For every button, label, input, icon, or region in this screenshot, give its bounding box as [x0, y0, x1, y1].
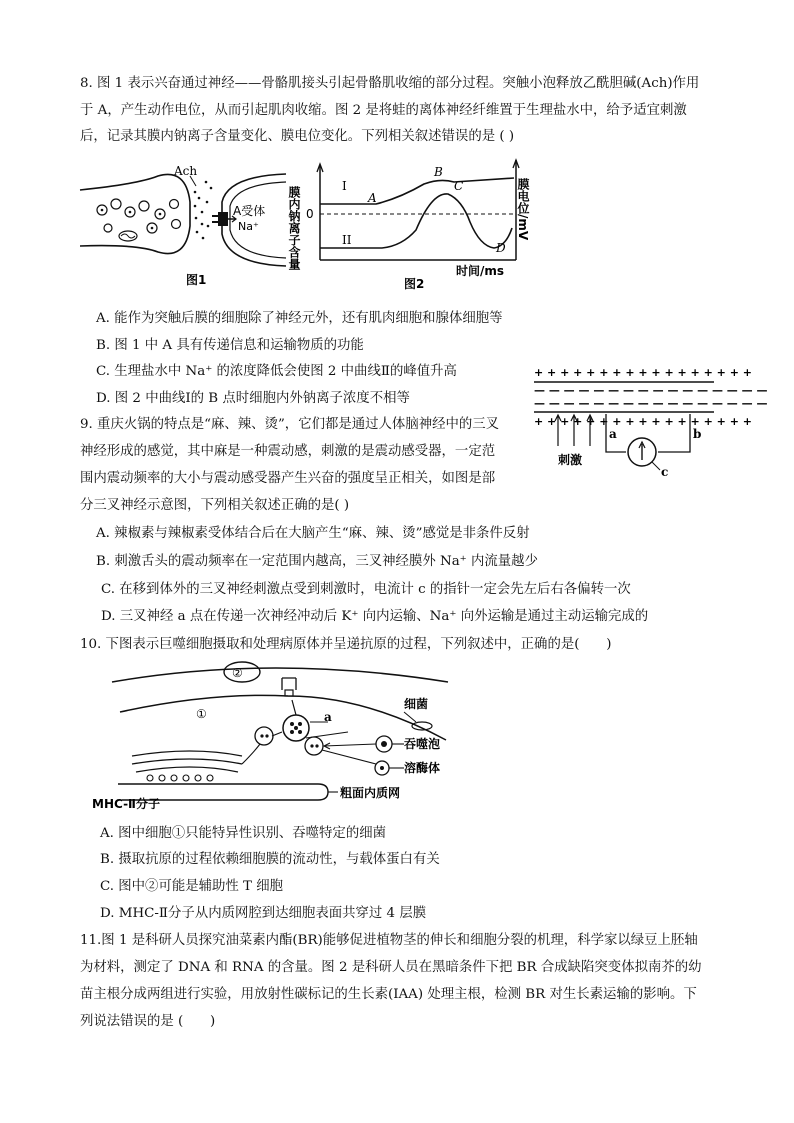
q9-option-b: B. 刺激舌头的震动频率在一定范围内越高，三叉神经膜外 Na⁺ 内流量越少 — [96, 554, 538, 569]
rer-label: 粗面内质网 — [340, 786, 401, 800]
q10-stem: 10. 下图表示巨噬细胞摄取和处理病原体并呈递抗原的过程，下列叙述中，正确的是( ) — [80, 637, 612, 652]
q8-option-d: D. 图 2 中曲线Ⅰ的 B 点时细胞内外钠离子浓度不相等 — [96, 391, 410, 406]
receptor-label: A受体 — [233, 204, 266, 218]
minus-row-top: — — — — — — — — — — — — — — — — — [534, 384, 768, 397]
q8-option-b: B. 图 1 中 A 具有传递信息和运输物质的功能 — [96, 338, 364, 353]
q8-figure-1 — [78, 162, 288, 292]
a-label: a — [324, 710, 332, 724]
lysosome-label: 溶酶体 — [404, 761, 441, 775]
q9-figure-nerve — [530, 362, 768, 480]
fig1-caption: 图1 — [186, 273, 207, 287]
plus-row-bottom: + + + + + + + + + + + + + + + + + — [534, 415, 752, 428]
q10-option-d: D. MHC-Ⅱ分子从内质网腔到达细胞表面共穿过 4 层膜 — [100, 906, 427, 921]
q10-option-c: C. 图中②可能是辅助性 T 细胞 — [100, 879, 284, 894]
phagosome-label: 吞噬泡 — [404, 737, 441, 751]
cell-1-label: ① — [196, 707, 207, 721]
point-b-label: B — [434, 165, 443, 179]
fig2-ylabel-right: 膜电位/mV — [516, 178, 530, 241]
mhc-label: MHC-Ⅱ分子 — [92, 797, 160, 811]
q9-stem-line-3: 围内震动频率的大小与震动感受器产生兴奋的强度呈正相关，如图是部 — [80, 471, 496, 486]
q10-option-a: A. 图中细胞①只能特异性识别、吞噬特定的细菌 — [100, 826, 386, 841]
na-label: Na⁺ — [238, 220, 259, 233]
cell-2-label: ② — [232, 666, 243, 680]
point-c-label: C — [454, 179, 464, 193]
ach-label: Ach — [174, 164, 198, 178]
q11-stem-line-4: 列说法错误的是 ( ) — [80, 1014, 216, 1029]
q9-stem-line-2: 神经形成的感觉，其中麻是一种震动感，刺激的是震动感受器，一定范 — [80, 444, 496, 459]
q8-option-c: C. 生理盐水中 Na⁺ 的浓度降低会使图 2 中曲线Ⅱ的峰值升高 — [96, 364, 457, 379]
minus-row-bottom: — — — — — — — — — — — — — — — — — [534, 397, 768, 410]
curve-1-label: I — [342, 179, 347, 193]
q8-stem-line-2: 于 A，产生动作电位，从而引起肌肉收缩。图 2 是将蛙的离体神经纤维置于生理盐水中，给予适宜刺激 — [80, 103, 687, 118]
q10-option-b: B. 摄取抗原的过程依赖细胞膜的流动性，与载体蛋白有关 — [100, 852, 440, 867]
curve-2-label: II — [342, 233, 352, 247]
q8-stem-line-3: 后，记录其膜内钠离子含量变化、膜电位变化。下列相关叙述错误的是 ( ) — [80, 129, 515, 144]
bacteria-label: 细菌 — [404, 697, 429, 711]
q8-figure-2 — [284, 160, 546, 294]
point-d-label: D — [496, 241, 506, 255]
q10-figure-macrophage — [92, 660, 472, 812]
galvanometer-c-label: c — [661, 465, 669, 479]
fig2-caption: 图2 — [404, 277, 425, 291]
q11-stem-line-1: 11.图 1 是科研人员探究油菜素内酯(BR)能够促进植物茎的伸长和细胞分裂的机理，科学家以绿豆上胚轴 — [80, 933, 698, 948]
q8-stem-line-1: 8. 图 1 表示兴奋通过神经——骨骼肌接头引起骨骼肌收缩的部分过程。突触小泡释放乙酰胆碱(Ach)作用 — [80, 76, 700, 91]
fig2-ylabel-left: 膜内钠离子含量 — [287, 186, 301, 270]
plus-row-top: + + + + + + + + + + + + + + + + + — [534, 366, 752, 379]
q11-stem-line-2: 为材料，测定了 DNA 和 RNA 的含量。图 2 是科研人员在黑暗条件下把 BR 合成缺陷突变体拟南芥的幼 — [80, 960, 702, 975]
q9-option-a: A. 辣椒素与辣椒素受体结合后在大脑产生“麻、辣、烫”感觉是非条件反射 — [96, 526, 530, 541]
point-a-marker: a — [609, 427, 617, 441]
q8-option-a: A. 能作为突触后膜的细胞除了神经元外，还有肌肉细胞和腺体细胞等 — [96, 311, 503, 326]
q9-option-d: D. 三叉神经 a 点在传递一次神经冲动后 K⁺ 向内运输、Na⁺ 向外运输是通过主动运输完成的 — [101, 609, 649, 624]
q9-stem-line-4: 分三叉神经示意图，下列相关叙述正确的是( ) — [80, 498, 350, 513]
fig2-zero: 0 — [306, 207, 314, 221]
point-a-label: A — [368, 191, 377, 205]
fig2-xlabel: 时间/ms — [456, 264, 505, 278]
stimulus-label: 刺激 — [558, 453, 583, 467]
point-b-marker: b — [693, 427, 702, 441]
q9-stem-line-1: 9. 重庆火锅的特点是“麻、辣、烫”，它们都是通过人体脑神经中的三叉 — [80, 417, 500, 432]
q11-stem-line-3: 苗主根分成两组进行实验，用放射性碳标记的生长素(IAA) 处理主根，检测 BR 对生长素运输的影响。下 — [80, 987, 697, 1002]
q9-option-c: C. 在移到体外的三叉神经刺激点受到刺激时，电流计 c 的指针一定会先左后右各偏转一次 — [101, 582, 631, 597]
